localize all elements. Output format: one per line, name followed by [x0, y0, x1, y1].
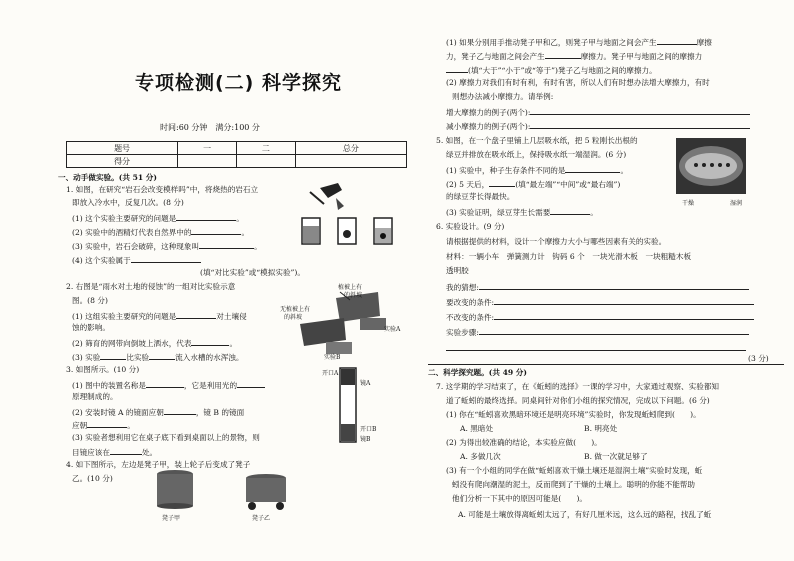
- question-text: 4. 如下图所示，左边是凳子甲，装上轮子后变成了凳子: [66, 460, 251, 469]
- question-text: 透明胶: [446, 266, 469, 275]
- score-cell: 题号: [67, 142, 178, 155]
- score-table-header: [67, 142, 407, 155]
- question-text: [72, 254, 201, 266]
- question-text: (3) 实验中，岩石会破碎，这种现象叫 。: [72, 242, 262, 251]
- question-text: 绿豆并排放在吸水纸上，保持吸水纸一端湿润。(6 分): [446, 150, 627, 159]
- score-table: [66, 141, 407, 168]
- exam-meta: 时间:60 分钟 满分:100 分: [160, 123, 260, 132]
- answer-blank[interactable]: [446, 64, 468, 73]
- figure-label: 湿润: [730, 200, 743, 207]
- question-text: 6. 实验设计。(9 分): [436, 222, 505, 231]
- section-title: 二、科学探究题。(共 49 分): [428, 368, 527, 377]
- question-text-part: (2) 安装时镜 A 的镜面应朝: [72, 408, 164, 417]
- answer-blank[interactable]: [149, 351, 175, 360]
- score-cell: 一: [178, 142, 237, 155]
- question-text: (填“对比实验”或“模拟实验”)。: [200, 268, 305, 277]
- figure-label: 开口B: [360, 426, 377, 433]
- figure-label: 干燥: [682, 200, 695, 207]
- score-input-cell[interactable]: [236, 155, 295, 168]
- question-text-part: (4) 这个实验属于: [72, 256, 131, 265]
- bean-sprout-figure: [676, 138, 746, 194]
- question-text: (1) 这个实验主要研究的问题是 。: [72, 214, 244, 223]
- figure-label: 凳子甲: [162, 515, 181, 522]
- answer-blank[interactable]: [494, 296, 754, 305]
- stool-a-figure: [155, 468, 195, 510]
- answer-blank[interactable]: [657, 36, 697, 45]
- question-text-part: ，它是利用光的: [183, 381, 238, 390]
- question-text-part: (1) 实验中，种子生存条件不同的是: [446, 166, 566, 175]
- figure-label: 无植被上有: [280, 306, 311, 313]
- score-input-cell[interactable]: [178, 155, 237, 168]
- question-text: 蚓没有爬向潮湿的泥土，反而爬到了干燥的土壤上。聪明的你能不能帮助: [452, 480, 695, 489]
- question-text: [446, 311, 754, 323]
- answer-option[interactable]: B. 做一次就足够了: [584, 452, 648, 461]
- score-cell: 总分: [295, 142, 406, 155]
- stool-b-figure: [242, 472, 290, 512]
- question-text: 他们分析一下其中的原因可能是( )。: [452, 494, 588, 503]
- question-text: 目镜应该在 处。: [72, 448, 158, 457]
- figure-label: 的斜坡: [284, 314, 303, 321]
- answer-blank[interactable]: [191, 226, 241, 235]
- figure-label: 镜B: [360, 436, 371, 443]
- answer-blank[interactable]: [110, 446, 142, 455]
- answer-blank[interactable]: [489, 178, 515, 187]
- question-text: 应朝 。: [72, 421, 135, 430]
- question-text: (2) 摩擦力对我们有时有利，有时有害，所以人们有时想办法增大摩擦力，有时: [446, 78, 710, 87]
- answer-blank[interactable]: [146, 379, 184, 388]
- answer-option[interactable]: A. 可能是土壤放得离蚯蚓太远了，有好几厘米远，这么远的路程，找乱了蚯: [458, 510, 712, 519]
- answer-blank[interactable]: [199, 240, 254, 249]
- question-text-part: (1) 如果分别用手推动凳子甲和乙，则凳子甲与地面之间会产生: [446, 38, 657, 47]
- question-text-part: 力，凳子乙与地面之间会产生: [446, 52, 545, 61]
- question-text: [72, 310, 247, 322]
- question-text: 道了蚯蚓的最终选择。同桌间针对你们小组的探究情况，完成以下问题。(6 分): [446, 396, 710, 405]
- question-text-part: 摩擦力。凳子甲与地面之间的摩擦力: [580, 52, 703, 61]
- answer-option[interactable]: B. 明亮处: [584, 424, 618, 433]
- figure-label: 实验A: [384, 326, 401, 333]
- answer-blank[interactable]: [237, 379, 265, 388]
- figure-label: 的斜坡: [344, 292, 363, 299]
- figure-label: 镜A: [360, 380, 371, 387]
- question-text-part: 目镜应该在: [72, 448, 110, 457]
- section-title: 一、动手做实验。(共 51 分): [58, 173, 157, 182]
- question-text: [446, 64, 657, 76]
- question-text: (1) 实验中，种子生存条件不同的是 。: [446, 166, 629, 175]
- question-text-part: (3) 实验: [72, 353, 101, 362]
- question-text-part: ，镜 B 的镜面: [195, 408, 245, 417]
- question-text: (2) 为得出较准确的结论，本实验应做( )。: [446, 438, 602, 447]
- answer-blank[interactable]: [479, 281, 749, 290]
- question-text: 原理制成的。: [72, 392, 118, 401]
- question-text-part: 减小摩擦力的例子(两个):: [446, 122, 531, 131]
- question-text: 7. 这学期的学习结束了，在《蚯蚓的选择》一课的学习中，大家通过观察、实验都知: [436, 382, 720, 391]
- soil-erosion-figure: [280, 284, 410, 361]
- question-text: (3) 实验证明，绿豆芽生长需要 。: [446, 208, 598, 217]
- answer-blank[interactable]: [164, 406, 196, 415]
- question-text-part: (填“大于”“小于”或“等于”)凳子乙与地面之间的摩擦力。: [468, 66, 657, 75]
- question-text: 图。(8 分): [72, 296, 108, 305]
- question-text: [446, 326, 749, 338]
- question-text: (3) 有一个小组的同学在做“蚯蚓喜欢干燥土壤还是湿润土壤”实验时发现，蚯: [446, 466, 703, 475]
- answer-option[interactable]: A. 黑暗处: [460, 424, 494, 433]
- question-text: (2) 筛育的网带向倒坡上洒水，代表 。: [72, 339, 238, 348]
- answer-blank[interactable]: [545, 50, 581, 59]
- question-text-part: (1) 这个实验主要研究的问题是: [72, 214, 177, 223]
- question-text-part: (填“最左端”“中间”或“最右端”): [515, 180, 621, 189]
- section-divider: [428, 364, 784, 365]
- score-table-row: [67, 155, 407, 168]
- answer-blank[interactable]: [446, 342, 746, 351]
- question-text: (1) 你在“蚯蚓喜欢黑暗环境还是明亮环境”实验时，你发现蚯蚓爬到( )。: [446, 410, 701, 419]
- figure-label: 凳子乙: [252, 515, 271, 522]
- question-text: (3) 实验者想利用它在桌子底下看到桌面以上的景物，则: [72, 433, 260, 442]
- question-text: 乙。(10 分): [72, 474, 113, 483]
- question-text: 5. 如图，在一个盘子里铺上几层吸水纸，把 5 粒刚长出根的: [436, 136, 638, 145]
- question-text: 的绿豆芽长得最快。: [446, 192, 515, 201]
- question-text: [72, 379, 265, 391]
- question-text-part: 应朝: [72, 421, 88, 430]
- answer-blank[interactable]: [87, 419, 127, 428]
- answer-blank[interactable]: [530, 120, 750, 129]
- figure-label: 开口A: [322, 370, 339, 377]
- question-text: [446, 281, 749, 293]
- question-text: 3. 如图所示。(10 分): [66, 365, 140, 374]
- score-cell: 二: [236, 142, 295, 155]
- question-text: [446, 296, 754, 308]
- answer-blank[interactable]: [176, 310, 216, 319]
- question-text-part: (2) 实验中的酒精灯代表自然界中的: [72, 228, 192, 237]
- score-note: (3 分): [748, 354, 769, 363]
- question-text-part: 实验步骤:: [446, 328, 479, 337]
- question-text: 即放入冷水中，反复几次。(8 分): [72, 198, 184, 207]
- question-text-part: 增大摩擦力的例子(两个):: [446, 108, 531, 117]
- question-text-part: (1) 图中的装置名称是: [72, 381, 146, 390]
- question-text-part: 我的猜想:: [446, 283, 479, 292]
- question-text: 材料：一辆小车 弹簧测力计 钩码 6 个 一块光滑木板 一块粗糙木板: [446, 252, 692, 261]
- question-text-part: (2) 5 天后，: [446, 180, 490, 189]
- answer-blank[interactable]: [530, 106, 750, 115]
- score-input-cell[interactable]: [295, 155, 406, 168]
- answer-blank[interactable]: [131, 254, 201, 263]
- question-text: [446, 178, 620, 190]
- question-text: [446, 36, 712, 48]
- question-text-part: 要改变的条件:: [446, 298, 495, 307]
- question-text: 则想办法减小摩擦力。请举例:: [452, 92, 554, 101]
- question-text-part: (3) 实验中，岩石会破碎，这种现象叫: [72, 242, 200, 251]
- question-text-part: (3) 实验证明，绿豆芽生长需要: [446, 208, 551, 217]
- question-text: 蚀的影响。: [72, 323, 110, 332]
- answer-option[interactable]: A. 多做几次: [460, 452, 501, 461]
- question-text-part: (2) 筛育的网带向倒坡上洒水，代表: [72, 339, 192, 348]
- answer-blank[interactable]: [479, 326, 749, 335]
- question-text-part: 比实验: [126, 353, 150, 362]
- question-text: 请根据提供的材料，设计一个摩擦力大小与哪些因素有关的实验。: [446, 237, 667, 246]
- question-text: [446, 50, 702, 62]
- score-cell: 得分: [67, 155, 178, 168]
- question-text-part: (1) 这组实验主要研究的问题是: [72, 312, 177, 321]
- answer-blank[interactable]: [550, 206, 590, 215]
- question-text: [446, 120, 750, 132]
- question-text-part: 流入水槽的水浑浊。: [175, 353, 244, 362]
- answer-blank[interactable]: [494, 311, 754, 320]
- rock-heating-figure: [298, 180, 406, 250]
- question-text: [72, 406, 244, 418]
- page-title: 专项检测(二) 科学探究: [135, 72, 342, 94]
- question-text: (2) 实验中的酒精灯代表自然界中的 。: [72, 228, 250, 237]
- answer-blank[interactable]: [565, 164, 620, 173]
- question-text-part: 对土壤侵: [216, 312, 247, 321]
- answer-blank[interactable]: [191, 337, 229, 346]
- question-text-part: 不改变的条件:: [446, 313, 495, 322]
- question-text: 2. 右图是“雨水对土地的侵蚀”的一组对比实验示意: [66, 282, 236, 291]
- periscope-figure: [318, 366, 378, 444]
- answer-blank[interactable]: [176, 212, 236, 221]
- question-text: [446, 106, 750, 118]
- question-text-part: 摩擦: [696, 38, 712, 47]
- figure-label: 植被上有: [338, 284, 363, 291]
- answer-blank[interactable]: [100, 351, 126, 360]
- question-text: 1. 如图，在研究“岩石会改变模样吗”中，将烧热的岩石立: [66, 185, 259, 194]
- figure-label: 实验B: [324, 354, 341, 361]
- question-text: [72, 351, 243, 363]
